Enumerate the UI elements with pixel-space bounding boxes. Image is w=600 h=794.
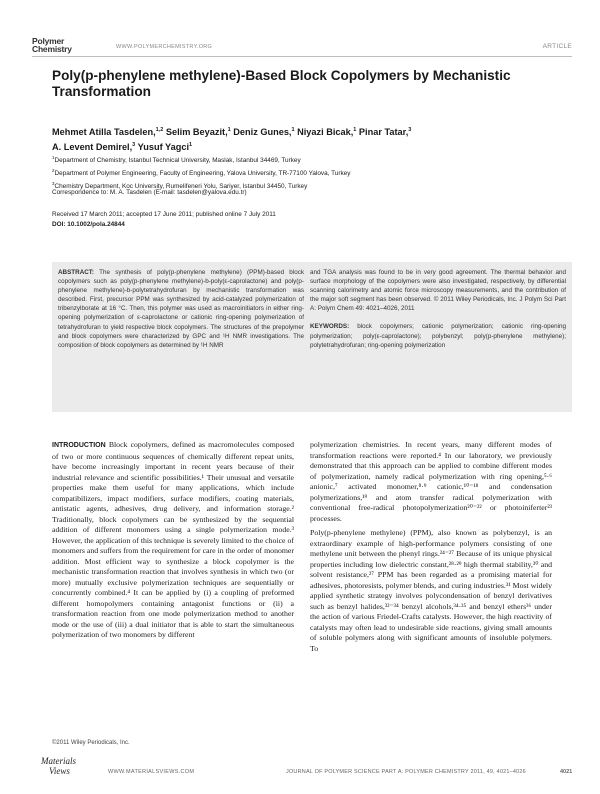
abstract-right-column — [310, 268, 566, 350]
abstract-left-column — [58, 268, 304, 350]
copyright-notice: ©2011 Wiley Periodicals, Inc. — [52, 740, 130, 746]
abstract-text-right: and TGA analysis was found to be in very good agreement. The thermal behavior and surface morphology of the copolymers were also investigated, respectively, by differential scanning calorimetry and atomic force microscopy measurements, and the contribution of the major soft segment has been observed. © 2011 Wiley Periodicals, Inc. J Polym Sci Part A: Polym Chem 49: 4021–4026, 2011 — [310, 269, 566, 313]
body-right-column — [310, 440, 552, 658]
author: Pinar Tatar,$^3$ — [358, 127, 412, 138]
received-dates: Received 17 March 2011; accepted 17 June 2011; published online 7 July 2011 — [52, 211, 276, 218]
footer-journal-citation: JOURNAL OF POLYMER SCIENCE PART A: POLYMER CHEMISTRY 2011, 49, 4021–4026 — [286, 769, 526, 775]
doi-label: DOI: — [52, 221, 66, 228]
journal-site-url[interactable]: WWW.POLYMERCHEMISTRY.ORG — [116, 44, 213, 50]
author: Deniz Gunes,$^1$ — [233, 127, 295, 138]
body-paragraph: Poly(p-phenylene methylene) (PPM), also known as polybenzyl, is an extraordinary example of high-performance polymers consisting of one methylene unit between the phenyl rings.²⁴⁻²⁷ Because of its unique physical properties including low dielectric constant,²⁸·²⁹ high thermal stability,³⁰ and solvent resistance,²⁷ PPM has been regarded as a promising material for adhesives, photoresists, polymer blends, and curing industries.³¹ Most widely applied synthetic strategy involves polycondensation of benzyl derivatives such as benzyl halides,³²⁻³⁴ benzyl alcohols,³⁴·³⁵ and benzyl ethers³⁶ under the action of various Friedel-Crafts catalysts. However, the high reactivity of catalysts may often lead to undesirable side reactions, giving small amounts of soluble polymers along with significant amounts of insoluble polymers. To — [310, 528, 552, 653]
materials-views-logo — [40, 754, 78, 776]
intro-paragraph: INTRODUCTION Block copolymers, defined as macromolecules composed of two or more continuous sequences of chemically different repeat units, have become increasingly important in recent years because of their industrial relevance and scientific possibilities.¹ Their unusual and versatile properties make them useful for many applications, which include compatibilizers, impact modifiers, surface modifiers, coating materials, antistatic agents, adhesives, drug delivery, and information storage.² Traditionally, block copolymers can be synthesized by the sequential addition of different monomers using a single polymerization mode.³ However, the application of this technique is severely limited to the choice of monomers and suffers from the requirement for care in the order of monomer addition. Most efficient way to synthesize a block copolymer is the mechanistic transformation reaction that involves synthesis in which two (or more) mutually exclusive polymerization techniques are sequentially or concurrently combined.⁴ It can be applied by (i) a coupling of preformed different homopolymers containing antagonist functions or (ii) a transformation reaction from one mode polymerization method to another mode or the use of (iii) a dual initiator that is able to start the simultaneous polymerization of two monomers by different — [52, 440, 294, 639]
svg-text:Views: Views — [49, 766, 70, 776]
body-left-column — [52, 440, 294, 645]
article-type-label: ARTICLE — [542, 43, 572, 50]
affiliation-list — [52, 153, 552, 192]
svg-text:Materials: Materials — [41, 756, 76, 766]
abstract-label: ABSTRACT: — [58, 269, 95, 276]
body-paragraph: polymerization chemistries. In recent years, many different modes of transformation reactions were reported.⁴ In our laboratory, we previously demonstrated that this approach can be applied to combine different modes of polymerization, namely radical polymerization with ring opening,⁵·⁶ anionic,⁷ activated monomer,⁸·⁹ cationic,¹⁰⁻¹⁸ and condensation polymerizations,¹⁹ and atom transfer radical polymerization with conventional free-radical photopolymerization²⁰⁻²² or photoiniferter²³ processes. — [310, 440, 552, 523]
journal-logo — [32, 37, 72, 53]
keywords-label: KEYWORDS: — [310, 323, 350, 331]
keywords — [310, 322, 566, 349]
abstract-text-left: The synthesis of poly(p-phenylene methylene) (PPM)-based block copolymers such as poly(p-phenylene methylene)-b-poly(ε-caprolactone) and poly(p-phenylene methylene)-b-polytetrahydrofuran by mechanistic transformation was described. First, precursor PPM was synthesized by acid-catalyzed polymerization of tribenzylborate at 16 °C. Then, this polymer was used as macroinitiators in either ring-opening polymerization of ε-caprolactone or cationic ring-opening polymerization of tetrahydrofuran to yield respective block copolymers. The structures of the prepolymer and block copolymers were characterized by GPC and ¹H NMR investigations. The composition of block copolymers as determined by ¹H NMR — [58, 269, 304, 349]
affiliation: $^1$Department of Chemistry, Istanbul Technical University, Maslak, Istanbul 34469, Turkey — [52, 155, 301, 165]
page-header — [32, 36, 572, 56]
doi-value[interactable]: 10.1002/pola.24844 — [67, 221, 125, 228]
author-list — [52, 124, 552, 154]
abstract-box — [52, 262, 572, 412]
doi-line — [52, 221, 125, 228]
logo-line-2: Chemistry — [32, 44, 72, 54]
article-title: Poly(p-phenylene methylene)-Based Block Copolymers by Mechanistic Transformation — [52, 68, 511, 99]
affiliation: $^2$Department of Polymer Engineering, Faculty of Engineering, Yalova University, TR-77100 Yalova, Turkey — [52, 168, 351, 178]
footer-url[interactable]: WWW.MATERIALSVIEWS.COM — [108, 769, 195, 775]
author: Yusuf Yagci$^1$ — [137, 142, 193, 153]
keywords-text: block copolymers; cationic polymerization; cationic ring-opening polymerization; poly(ε-caprolactone); polybenzyl; poly(p-phenylene methylene); polytetrahydrofuran; ring-opening polymerization — [310, 323, 567, 349]
author: Mehmet Atilla Tasdelen,$^{1,2}$ — [52, 127, 164, 138]
affiliation: $^3$Chemistry Department, Koc University, Rumelifeneri Yolu, Sariyer, Istanbul 34450, Turkey — [52, 181, 308, 191]
correspondence-line: Correspondence to: M. A. Tasdelen (E-mail: tasdelen@yalova.edu.tr) — [52, 189, 247, 196]
page-number: 4021 — [560, 769, 573, 775]
author: Niyazi Bicak,$^1$ — [297, 127, 357, 138]
logo-line-1: Polymer — [32, 36, 65, 46]
author: Selim Beyazit,$^1$ — [165, 127, 231, 138]
author: A. Levent Demirel,$^3$ — [52, 142, 136, 153]
header-divider — [32, 56, 572, 57]
section-heading-introduction: INTRODUCTION — [52, 442, 106, 449]
